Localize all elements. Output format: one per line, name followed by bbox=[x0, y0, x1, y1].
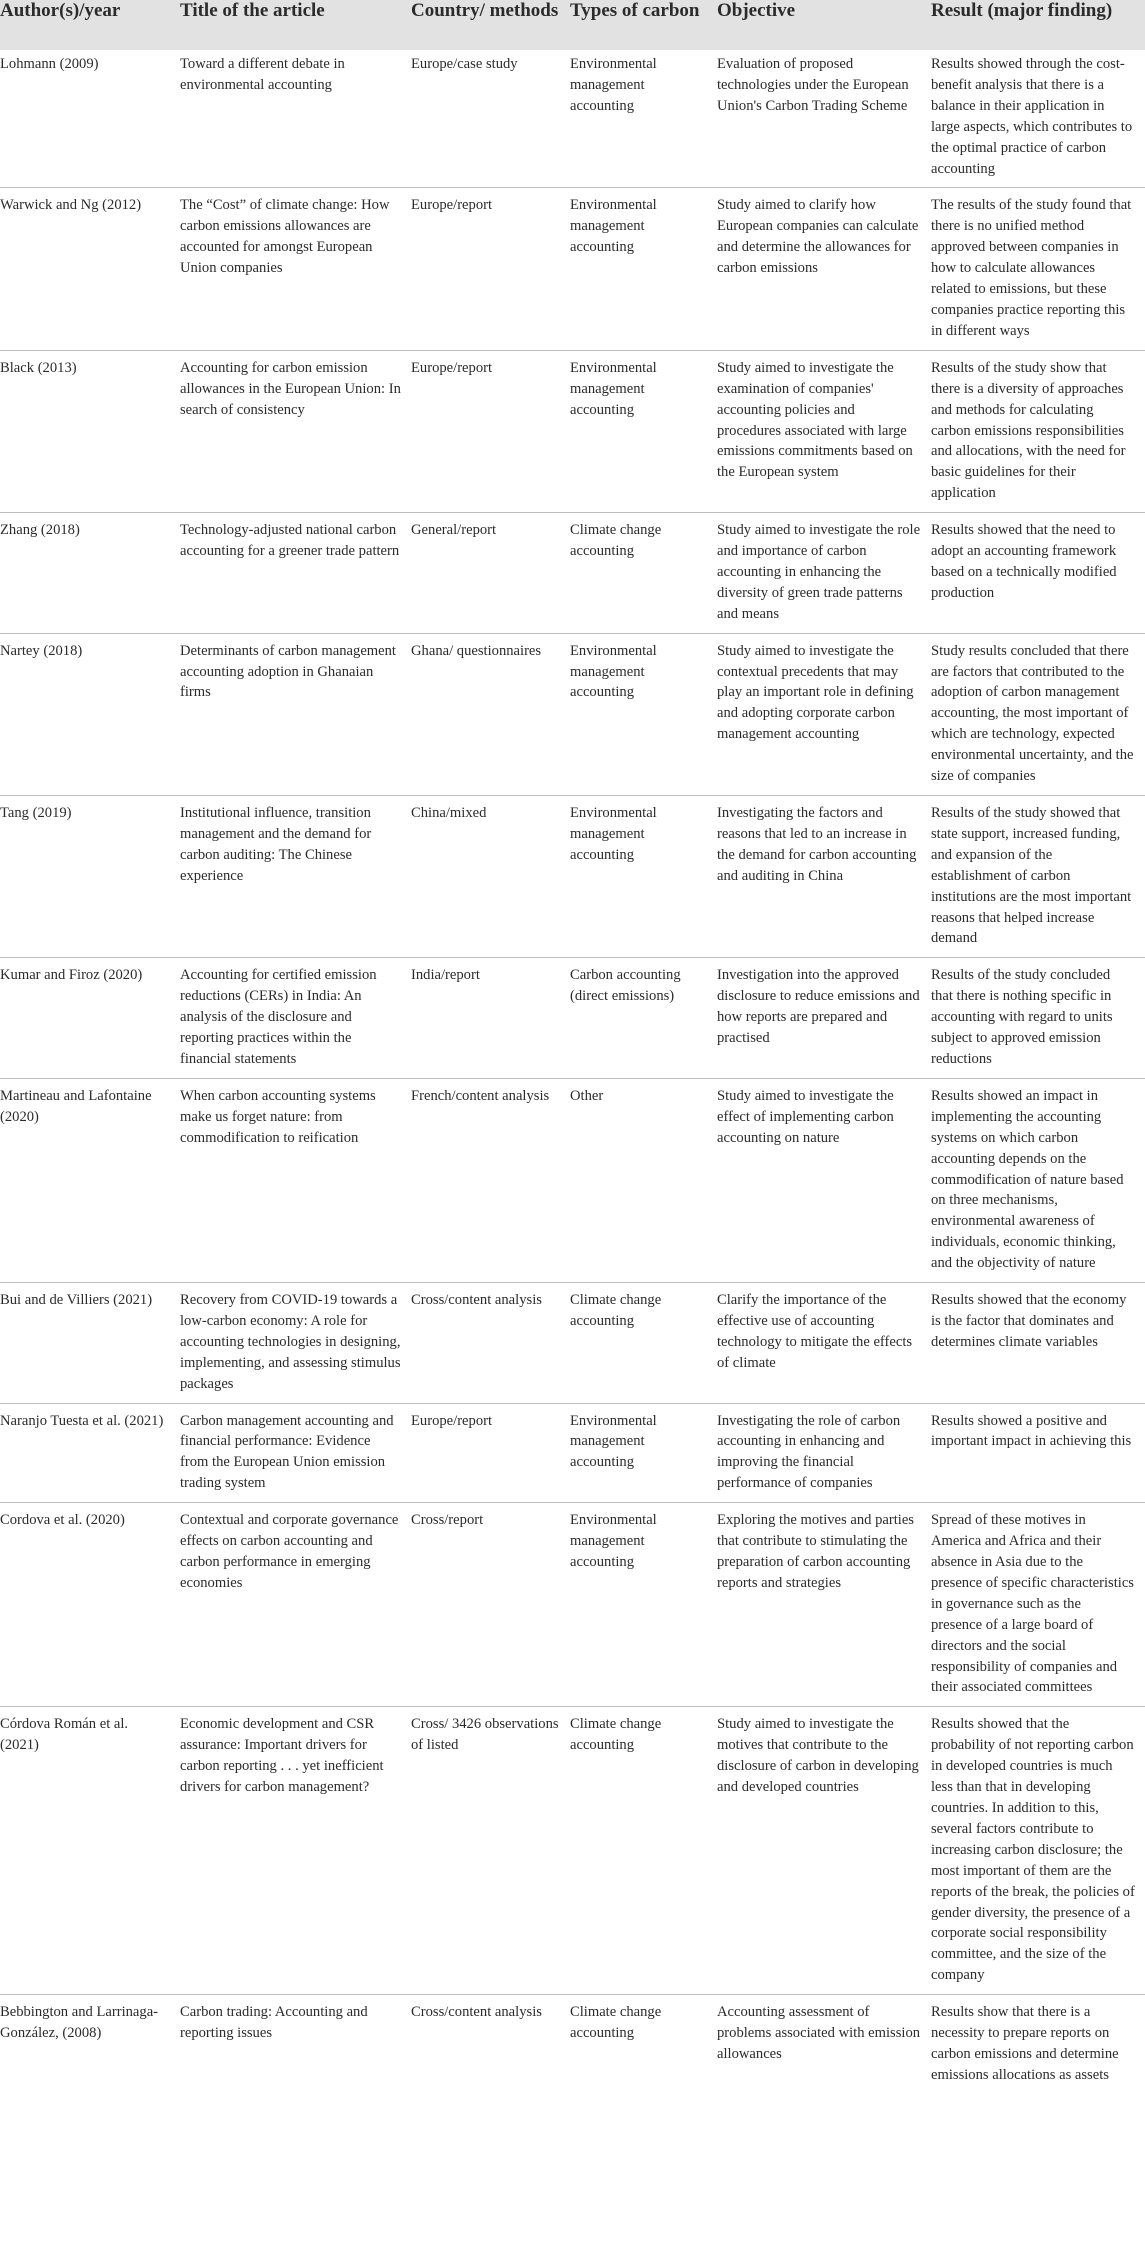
country-methods-cell: Cross/content analysis bbox=[411, 1995, 570, 2094]
author-year-cell: Cordova et al. (2020) bbox=[0, 1503, 180, 1707]
carbon-type-cell: Carbon accounting (direct emissions) bbox=[570, 958, 717, 1079]
result-cell: Results showed that the need to adopt an accounting framework based on a technically modified production bbox=[931, 513, 1145, 634]
title-cell: Technology-adjusted national carbon accounting for a greener trade pattern bbox=[180, 513, 411, 634]
country-methods-cell: Cross/ 3426 observations of listed bbox=[411, 1707, 570, 1995]
table-row bbox=[0, 958, 1145, 1079]
country-methods-cell: India/report bbox=[411, 958, 570, 1079]
table-row bbox=[0, 633, 1145, 795]
result-cell: The results of the study found that there is no unified method approved between companies in how to calculate allowances related to emissions, but these companies practice reporting this in different ways bbox=[931, 188, 1145, 350]
author-year-cell: Nartey (2018) bbox=[0, 633, 180, 795]
title-cell: Economic development and CSR assurance: Important drivers for carbon reporting . . . yet inefficient drivers for carbon management? bbox=[180, 1707, 411, 1995]
carbon-type-cell: Environmental management accounting bbox=[570, 796, 717, 958]
title-cell: Contextual and corporate governance effects on carbon accounting and carbon performance in emerging economies bbox=[180, 1503, 411, 1707]
objective-cell: Study aimed to investigate the contextual precedents that may play an important role in defining and adopting corporate carbon management accounting bbox=[717, 633, 931, 795]
carbon-type-cell: Climate change accounting bbox=[570, 1707, 717, 1995]
carbon-type-cell: Environmental management accounting bbox=[570, 56, 657, 114]
result-cell: Results showed an impact in implementing the accounting systems on which carbon accounting depends on the commodification of nature based on three mechanisms, environmental awareness of individuals, economic thinking, and the objectivity of nature bbox=[931, 1078, 1145, 1282]
result-cell: Study results concluded that there are factors that contributed to the adoption of carbon management accounting, the most important of which are technology, expected environmental uncertainty, and the size of companies bbox=[931, 633, 1145, 795]
table-row bbox=[0, 513, 1145, 634]
title-cell: Recovery from COVID-19 towards a low-carbon economy: A role for accounting technologies in designing, implementing, and assessing stimulus packages bbox=[180, 1283, 411, 1404]
header-author-year: Author(s)/year bbox=[0, 0, 180, 50]
result-cell: Results of the study show that there is a diversity of approaches and methods for calculating carbon emissions responsibilities and allocations, with the need for basic guidelines for their application bbox=[931, 350, 1145, 512]
carbon-type-cell: Environmental management accounting bbox=[570, 350, 717, 512]
country-methods-cell: General/report bbox=[411, 513, 570, 634]
carbon-type-cell: Environmental management accounting bbox=[570, 1503, 717, 1707]
result-cell: Results of the study showed that state support, increased funding, and expansion of the establishment of carbon institutions are the most important reasons that helped increase demand bbox=[931, 796, 1145, 958]
author-year-cell: Bebbington and Larrinaga-González, (2008) bbox=[0, 1995, 180, 2094]
header-row bbox=[0, 0, 1145, 50]
title-cell: Carbon management accounting and financial performance: Evidence from the European Union emission trading system bbox=[180, 1403, 411, 1503]
result-cell: Results showed that the probability of not reporting carbon in developed countries is much less than that in developing countries. In addition to this, several factors contribute to increasing carbon disclosure; the most important of them are the reports of the break, the policies of gender diversity, the presence of a corporate social responsibility committee, and the size of the company bbox=[931, 1707, 1145, 1995]
country-methods-cell: Cross/content analysis bbox=[411, 1283, 570, 1404]
author-year-cell: Lohmann (2009) bbox=[0, 56, 99, 72]
header-title: Title of the article bbox=[180, 0, 411, 50]
author-year-cell: Bui and de Villiers (2021) bbox=[0, 1283, 180, 1404]
author-year-cell: Tang (2019) bbox=[0, 796, 180, 958]
table-header bbox=[0, 0, 1145, 50]
country-methods-cell: French/content analysis bbox=[411, 1078, 570, 1282]
objective-cell: Accounting assessment of problems associated with emission allowances bbox=[717, 1995, 931, 2094]
result-cell: Results of the study concluded that there is nothing specific in accounting with regard to units subject to approved emission reductions bbox=[931, 958, 1145, 1079]
country-methods-cell: Ghana/ questionnaires bbox=[411, 633, 570, 795]
author-year-cell: Black (2013) bbox=[0, 350, 180, 512]
author-year-cell: Naranjo Tuesta et al. (2021) bbox=[0, 1403, 180, 1503]
table-row bbox=[0, 350, 1145, 512]
table-row bbox=[0, 1707, 1145, 1995]
table-row bbox=[0, 1503, 1145, 1707]
result-cell: Results showed through the cost-benefit analysis that there is a balance in their application in large aspects, which contributes to the optimal practice of carbon accounting bbox=[931, 56, 1133, 177]
country-methods-cell: Cross/report bbox=[411, 1503, 570, 1707]
country-methods-cell: China/mixed bbox=[411, 796, 570, 958]
table-row bbox=[0, 188, 1145, 350]
title-cell: Carbon trading: Accounting and reporting issues bbox=[180, 1995, 411, 2094]
title-cell: Determinants of carbon management accounting adoption in Ghanaian firms bbox=[180, 633, 411, 795]
title-cell: Institutional influence, transition management and the demand for carbon auditing: The Chinese experience bbox=[180, 796, 411, 958]
result-cell: Results showed that the economy is the factor that dominates and determines climate variables bbox=[931, 1283, 1145, 1404]
table-row bbox=[0, 796, 1145, 958]
header-objective: Objective bbox=[717, 0, 931, 50]
objective-cell: Investigation into the approved disclosure to reduce emissions and how reports are prepared and practised bbox=[717, 958, 931, 1079]
carbon-type-cell: Other bbox=[570, 1078, 717, 1282]
author-year-cell: Warwick and Ng (2012) bbox=[0, 188, 180, 350]
header-country-methods: Country/ methods bbox=[411, 0, 570, 50]
country-methods-cell: Europe/report bbox=[411, 1403, 570, 1503]
title-cell: When carbon accounting systems make us forget nature: from commodification to reification bbox=[180, 1078, 411, 1282]
carbon-type-cell: Climate change accounting bbox=[570, 1995, 717, 2094]
carbon-type-cell: Environmental management accounting bbox=[570, 633, 717, 795]
objective-cell: Clarify the importance of the effective use of accounting technology to mitigate the effects of climate bbox=[717, 1283, 931, 1404]
table-row bbox=[0, 1283, 1145, 1404]
carbon-type-cell: Climate change accounting bbox=[570, 1283, 717, 1404]
objective-cell: Study aimed to investigate the effect of implementing carbon accounting on nature bbox=[717, 1078, 931, 1282]
objective-cell: Investigating the factors and reasons that led to an increase in the demand for carbon accounting and auditing in China bbox=[717, 796, 931, 958]
table-row bbox=[0, 1995, 1145, 2094]
title-cell: Accounting for carbon emission allowances in the European Union: In search of consistency bbox=[180, 350, 411, 512]
carbon-type-cell: Environmental management accounting bbox=[570, 188, 717, 350]
result-cell: Spread of these motives in America and Africa and their absence in Asia due to the presence of specific characteristics in governance such as the presence of a large board of directors and the social responsibility of companies and their associated committees bbox=[931, 1503, 1145, 1707]
country-methods-cell: Europe/report bbox=[411, 188, 570, 350]
table-row bbox=[0, 1078, 1145, 1282]
title-cell: Toward a different debate in environmental accounting bbox=[180, 56, 345, 93]
objective-cell: Study aimed to investigate the role and importance of carbon accounting in enhancing the diversity of green trade patterns and means bbox=[717, 513, 931, 634]
objective-cell: Evaluation of proposed technologies under the European Union's Carbon Trading Scheme bbox=[717, 56, 909, 114]
country-methods-cell: Europe/report bbox=[411, 350, 570, 512]
author-year-cell: Kumar and Firoz (2020) bbox=[0, 958, 180, 1079]
title-cell: Accounting for certified emission reductions (CERs) in India: An analysis of the disclosure and reporting practices within the financial statements bbox=[180, 958, 411, 1079]
objective-cell: Study aimed to investigate the examination of companies' accounting policies and procedures associated with large emissions commitments based on the European system bbox=[717, 350, 931, 512]
objective-cell: Exploring the motives and parties that contribute to stimulating the preparation of carbon accounting reports and strategies bbox=[717, 1503, 931, 1707]
objective-cell: Study aimed to investigate the motives that contribute to the disclosure of carbon in developing and developed countries bbox=[717, 1707, 931, 1995]
carbon-type-cell: Environmental management accounting bbox=[570, 1403, 717, 1503]
author-year-cell: Zhang (2018) bbox=[0, 513, 180, 634]
table-row bbox=[0, 1403, 1145, 1503]
country-methods-cell: Europe/case study bbox=[411, 56, 518, 72]
header-types-of-carbon: Types of carbon bbox=[570, 0, 717, 50]
carbon-type-cell: Climate change accounting bbox=[570, 513, 717, 634]
objective-cell: Study aimed to clarify how European companies can calculate and determine the allowances for carbon emissions bbox=[717, 188, 931, 350]
result-cell: Results show that there is a necessity to prepare reports on carbon emissions and determine emissions allocations as assets bbox=[931, 1995, 1145, 2094]
author-year-cell: Córdova Román et al. (2021) bbox=[0, 1707, 180, 1995]
table-body bbox=[0, 50, 1145, 2094]
table-row bbox=[0, 50, 1145, 188]
objective-cell: Investigating the role of carbon accounting in enhancing and improving the financial performance of companies bbox=[717, 1403, 931, 1503]
title-cell: The “Cost” of climate change: How carbon emissions allowances are accounted for amongst European Union companies bbox=[180, 188, 411, 350]
author-year-cell: Martineau and Lafontaine (2020) bbox=[0, 1078, 180, 1282]
header-result: Result (major finding) bbox=[931, 0, 1145, 50]
result-cell: Results showed a positive and important impact in achieving this bbox=[931, 1403, 1145, 1503]
